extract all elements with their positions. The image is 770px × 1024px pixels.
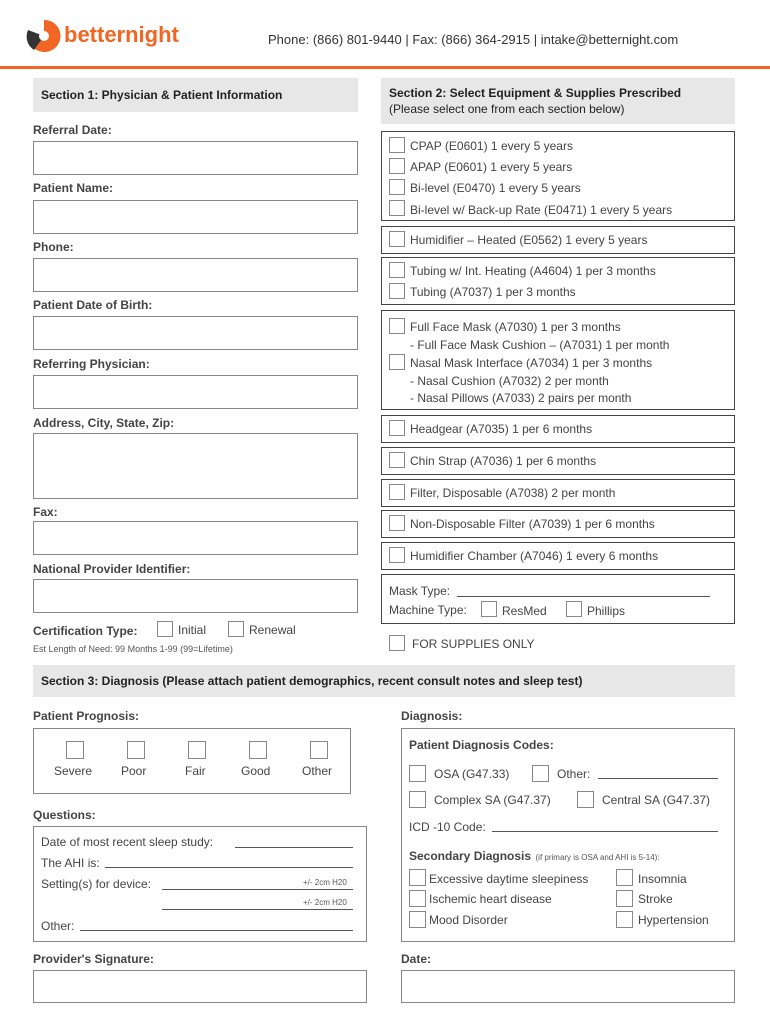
diagnosis-box [401, 728, 735, 942]
bilevel-checkbox[interactable] [389, 179, 405, 195]
other-diag-checkbox[interactable] [532, 765, 549, 782]
signature-input[interactable] [33, 970, 367, 1003]
ischemic-checkbox[interactable] [409, 890, 426, 907]
settings-line-1[interactable] [162, 889, 353, 890]
q-ahi-label: The AHI is: [41, 856, 100, 870]
hypertension-label: Hypertension [638, 913, 709, 927]
nasal-cushion-label: - Nasal Cushion (A7032) 2 per month [410, 374, 609, 388]
headgear-checkbox[interactable] [389, 420, 405, 436]
phillips-checkbox[interactable] [566, 601, 582, 617]
cpap-label: CPAP (E0601) 1 every 5 years [410, 139, 573, 153]
questions-label: Questions: [33, 808, 96, 822]
mood-label: Mood Disorder [429, 913, 508, 927]
contact-info: Phone: (866) 801-9440 | Fax: (866) 364-2915 | intake@betternight.com [268, 32, 679, 47]
tubing-heated-label: Tubing w/ Int. Heating (A4604) 1 per 3 months [410, 264, 656, 278]
daytime-sleepiness-label: Excessive daytime sleepiness [429, 872, 589, 886]
bilevel-backup-label: Bi-level w/ Back-up Rate (E0471) 1 every 5 years [410, 203, 673, 217]
sleep-study-line[interactable] [235, 847, 353, 848]
bilevel-backup-checkbox[interactable] [389, 200, 405, 216]
daytime-sleepiness-checkbox[interactable] [409, 869, 426, 886]
full-face-mask-checkbox[interactable] [389, 318, 405, 334]
nondisp-filter-label: Non-Disposable Filter (A7039) 1 per 6 months [410, 517, 655, 531]
q-other-label: Other: [41, 919, 75, 933]
address-label: Address, City, State, Zip: [33, 416, 175, 430]
date-input[interactable] [401, 970, 735, 1003]
poor-label: Poor [121, 764, 147, 778]
icd-line[interactable] [492, 831, 718, 832]
q-settings-label: Setting(s) for device: [41, 877, 152, 891]
section2-subtitle: (Please select one from each section below) [389, 102, 625, 116]
brand-name: betternight [64, 22, 179, 47]
chin-strap-label: Chin Strap (A7036) 1 per 6 months [410, 454, 597, 468]
hypertension-checkbox[interactable] [616, 911, 633, 928]
header-divider [0, 66, 770, 69]
settings-line-2[interactable] [162, 909, 353, 910]
tubing-label: Tubing (A7037) 1 per 3 months [410, 285, 576, 299]
phone-input[interactable] [33, 258, 358, 292]
mask-type-line[interactable] [457, 596, 710, 597]
insomnia-label: Insomnia [638, 872, 687, 886]
osa-checkbox[interactable] [409, 765, 426, 782]
nasal-pillows-label: - Nasal Pillows (A7033) 2 pairs per month [410, 391, 632, 405]
machine-type-label: Machine Type: [389, 603, 467, 617]
stroke-label: Stroke [638, 892, 673, 906]
tolerance-2: +/- 2cm H20 [303, 898, 347, 907]
cpap-checkbox[interactable] [389, 137, 405, 153]
other-diag-label: Other: [557, 767, 591, 781]
phillips-label: Phillips [587, 604, 626, 618]
ahi-line[interactable] [105, 867, 353, 868]
referral-date-input[interactable] [33, 141, 358, 175]
apap-checkbox[interactable] [389, 158, 405, 174]
humidifier-label: Humidifier – Heated (E0562) 1 every 5 years [410, 233, 648, 247]
fair-label: Fair [185, 764, 206, 778]
insomnia-checkbox[interactable] [616, 869, 633, 886]
chamber-checkbox[interactable] [389, 547, 405, 563]
full-face-cushion-label: - Full Face Mask Cushion – (A7031) 1 per month [410, 338, 670, 352]
stroke-checkbox[interactable] [616, 890, 633, 907]
other-line[interactable] [80, 930, 353, 931]
other-diag-line[interactable] [598, 778, 718, 779]
patient-name-input[interactable] [33, 200, 358, 234]
section2-header [381, 78, 735, 124]
dob-label: Patient Date of Birth: [33, 298, 153, 312]
q-sleep-study-label: Date of most recent sleep study: [41, 835, 214, 849]
renewal-label: Renewal [249, 623, 296, 637]
tolerance-1: +/- 2cm H20 [303, 878, 347, 887]
section1-title: Section 1: Physician & Patient Information [41, 88, 283, 102]
section3-title: Section 3: Diagnosis (Please attach patient demographics, recent consult notes and sleep test) [41, 674, 583, 688]
diagnosis-label: Diagnosis: [401, 709, 463, 723]
cert-type-label: Certification Type: [33, 624, 138, 638]
secondary-diagnosis-heading [409, 847, 660, 865]
headgear-label: Headgear (A7035) 1 per 6 months [410, 422, 593, 436]
physician-label: Referring Physician: [33, 357, 150, 371]
need-length-note: Est Length of Need: 99 Months 1-99 (99=Lifetime) [33, 644, 233, 654]
secondary-diagnosis-label: Secondary Diagnosis [409, 849, 532, 863]
initial-label: Initial [178, 623, 207, 637]
section1-header [33, 78, 358, 112]
complex-sa-label: Complex SA (G47.37) [434, 793, 551, 807]
complex-sa-checkbox[interactable] [409, 791, 426, 808]
humidifier-checkbox[interactable] [389, 231, 405, 247]
full-face-mask-label: Full Face Mask (A7030) 1 per 3 months [410, 320, 621, 334]
osa-label: OSA (G47.33) [434, 767, 510, 781]
tubing-heated-checkbox[interactable] [389, 262, 405, 278]
other-prog-label: Other [302, 764, 333, 778]
icd-label: ICD -10 Code: [409, 820, 486, 834]
secondary-note: (if primary is OSA and AHI is 5-14): [535, 853, 660, 862]
filter-label: Filter, Disposable (A7038) 2 per month [410, 486, 616, 500]
supplies-only-label: FOR SUPPLIES ONLY [412, 637, 535, 651]
other-prog-checkbox[interactable] [310, 741, 328, 759]
central-sa-label: Central SA (G47.37) [602, 793, 711, 807]
mask-type-label: Mask Type: [389, 584, 451, 598]
npi-input[interactable] [33, 579, 358, 613]
chin-strap-checkbox[interactable] [389, 452, 405, 468]
betternight-logo-icon [24, 16, 64, 54]
phone-label: Phone: [33, 240, 74, 254]
resmed-label: ResMed [502, 604, 547, 618]
renewal-checkbox[interactable] [228, 621, 244, 637]
severe-label: Severe [54, 764, 93, 778]
chamber-label: Humidifier Chamber (A7046) 1 every 6 months [410, 549, 659, 563]
nondisp-filter-checkbox[interactable] [389, 515, 405, 531]
signature-label: Provider's Signature: [33, 952, 154, 966]
date-label: Date: [401, 952, 432, 966]
supplies-only-checkbox[interactable] [389, 635, 405, 651]
referral-date-label: Referral Date: [33, 123, 112, 137]
filter-checkbox[interactable] [389, 484, 405, 500]
good-checkbox[interactable] [249, 741, 267, 759]
tubing-checkbox[interactable] [389, 283, 405, 299]
mood-checkbox[interactable] [409, 911, 426, 928]
good-label: Good [241, 764, 271, 778]
address-input[interactable] [33, 433, 358, 499]
diagnosis-codes-label: Patient Diagnosis Codes: [409, 738, 554, 752]
nasal-mask-label: Nasal Mask Interface (A7034) 1 per 3 months [410, 356, 653, 370]
apap-label: APAP (E0601) 1 every 5 years [410, 160, 573, 174]
ischemic-label: Ischemic heart disease [429, 892, 552, 906]
severe-checkbox[interactable] [66, 741, 84, 759]
physician-input[interactable] [33, 375, 358, 409]
nasal-mask-checkbox[interactable] [389, 354, 405, 370]
section2-title: Section 2: Select Equipment & Supplies Prescribed [389, 86, 682, 100]
prognosis-box [33, 728, 351, 794]
dob-input[interactable] [33, 316, 358, 350]
patient-name-label: Patient Name: [33, 181, 114, 195]
section3-header [33, 665, 735, 697]
poor-checkbox[interactable] [127, 741, 145, 759]
central-sa-checkbox[interactable] [577, 791, 594, 808]
resmed-checkbox[interactable] [481, 601, 497, 617]
npi-label: National Provider Identifier: [33, 562, 191, 576]
bilevel-label: Bi-level (E0470) 1 every 5 years [410, 181, 581, 195]
initial-checkbox[interactable] [157, 621, 173, 637]
fax-label: Fax: [33, 505, 58, 519]
fair-checkbox[interactable] [188, 741, 206, 759]
prognosis-label: Patient Prognosis: [33, 709, 140, 723]
fax-input[interactable] [33, 521, 358, 555]
